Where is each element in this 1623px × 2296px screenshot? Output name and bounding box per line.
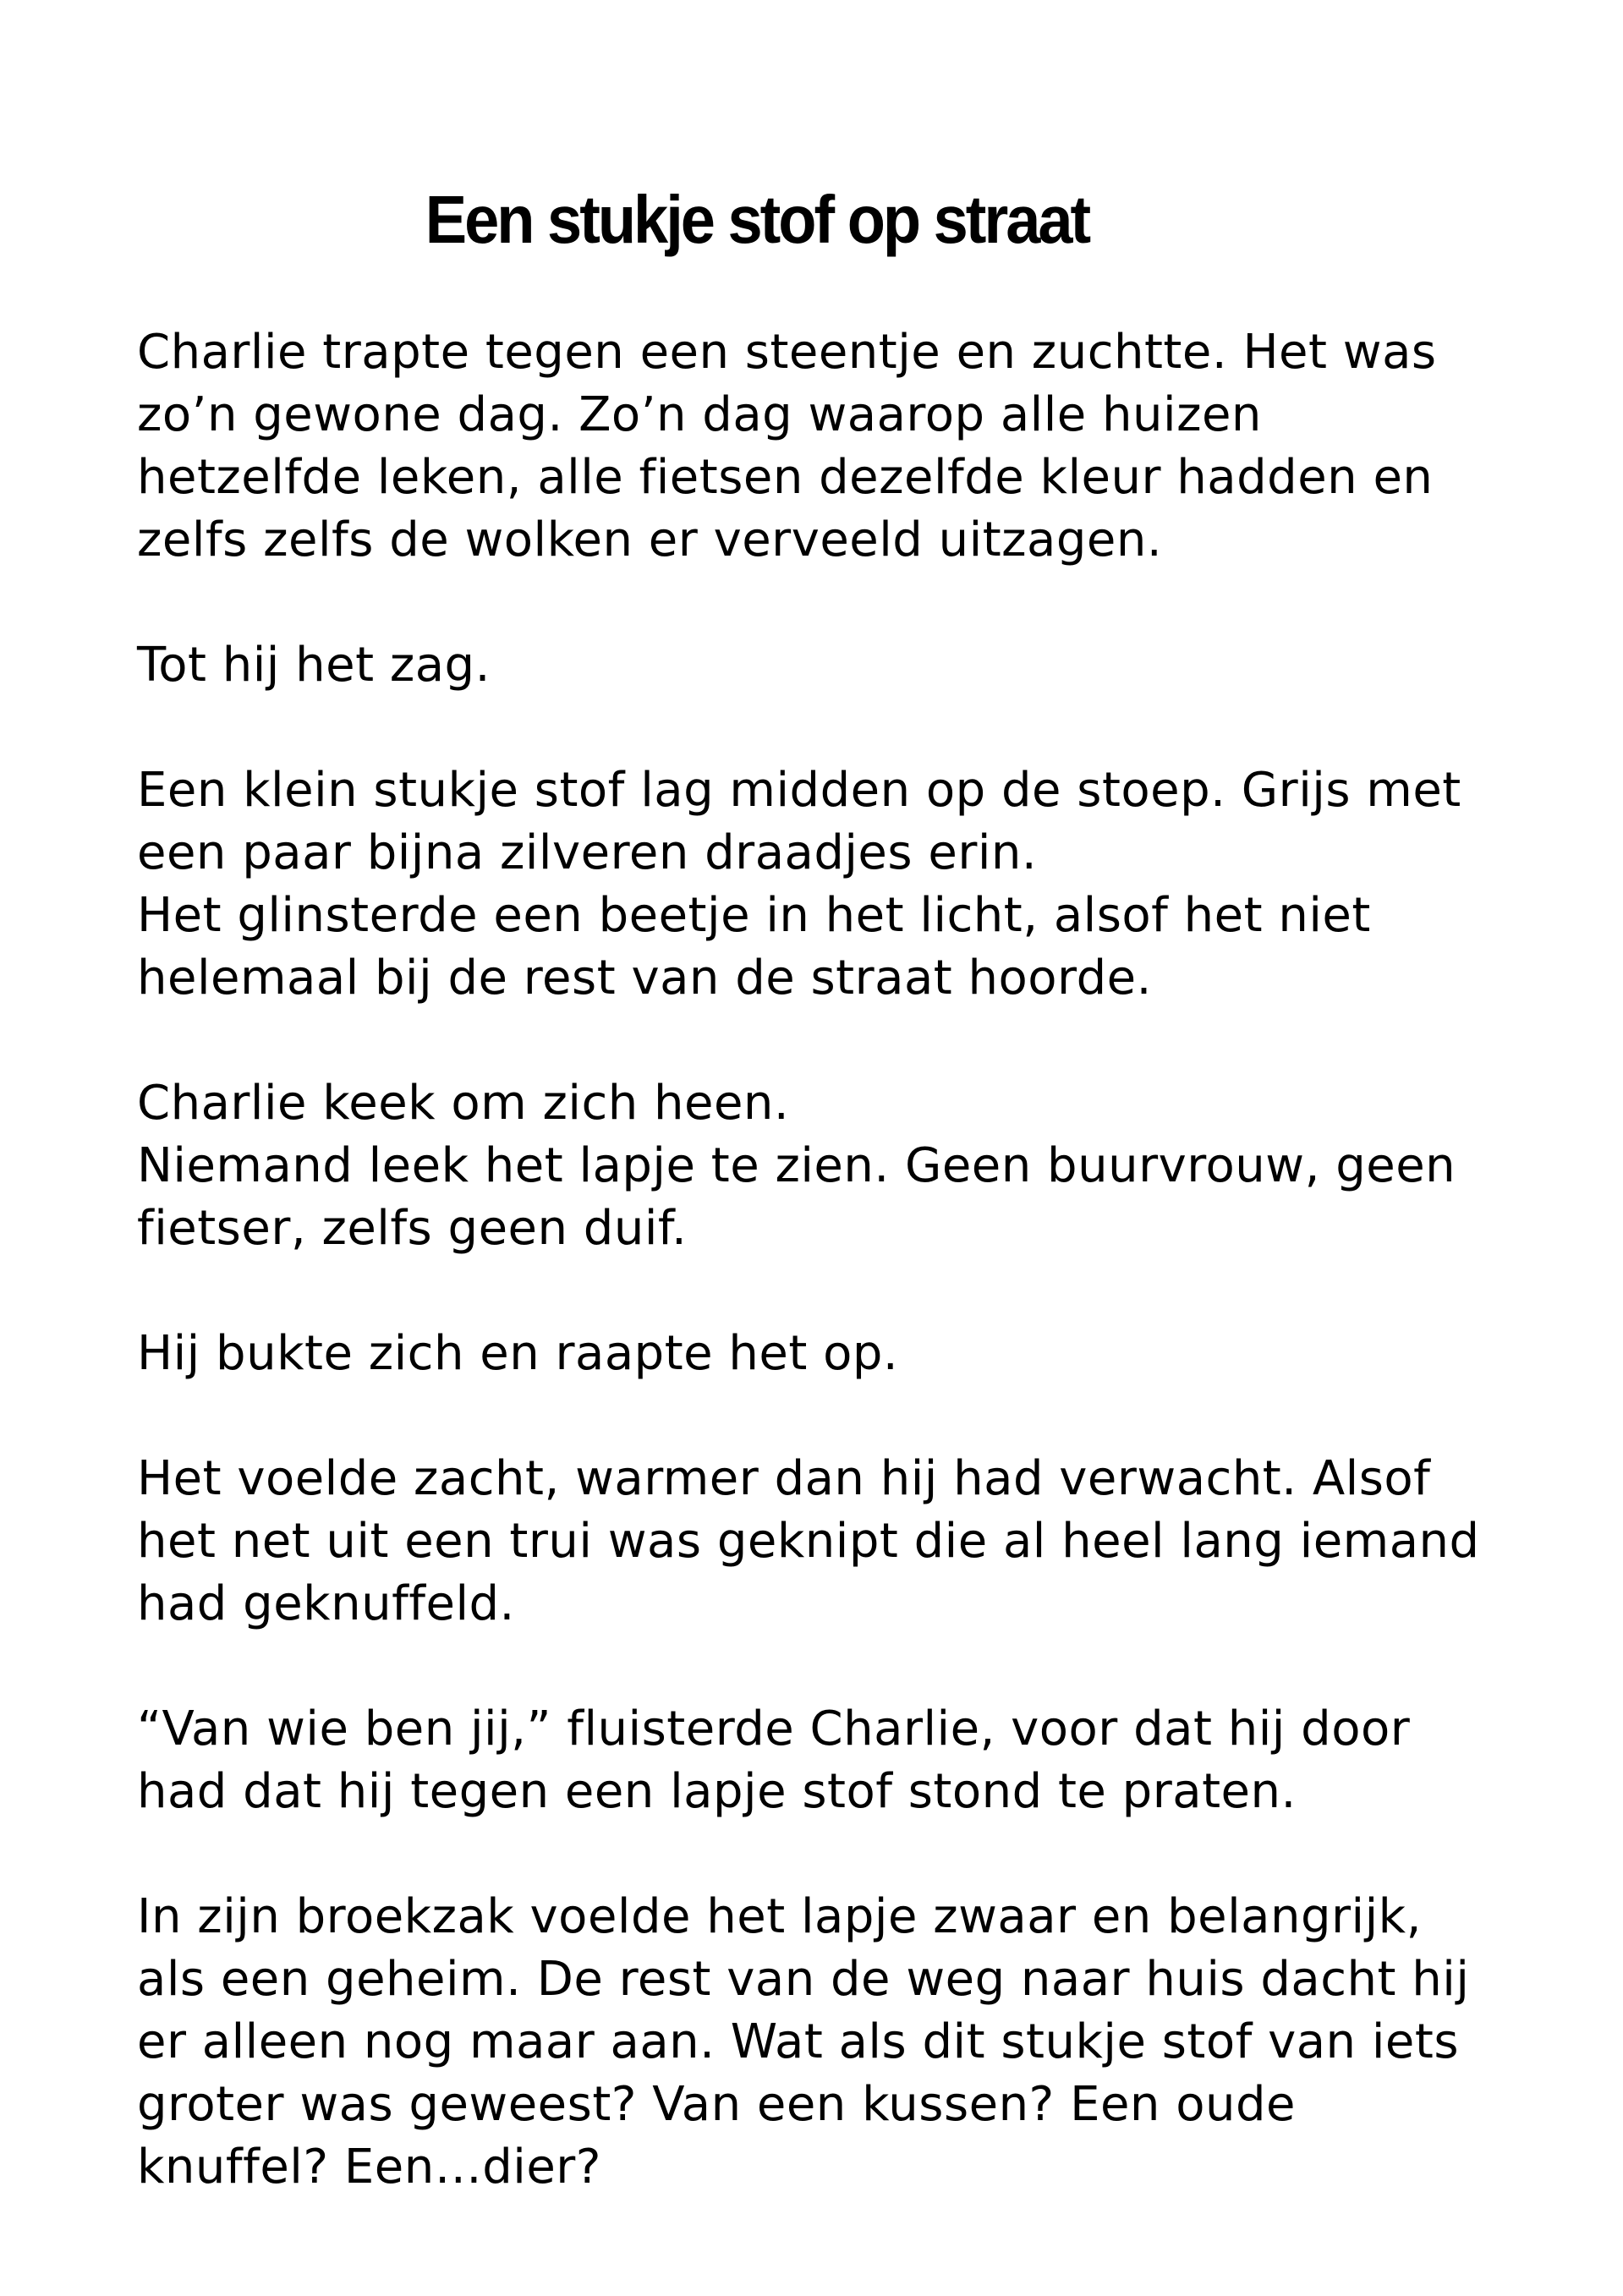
text-line: Het glinsterde een beetje in het licht, alsof het niet [137, 888, 1371, 943]
text-line: fietser, zelfs geen duif. [137, 1201, 688, 1256]
text-line: Tot hij het zag. [137, 638, 491, 693]
text-line: had geknuffeld. [137, 1576, 515, 1631]
page-title: Een stukje stof op straat [425, 181, 1089, 258]
text-line: Hij bukte zich en raapte het op. [137, 1326, 899, 1381]
text-line: Charlie trapte tegen een steentje en zuchtte. Het was [137, 325, 1437, 380]
paragraph-4 [137, 1072, 1524, 1260]
text-line: zelfs zelfs de wolken er verveeld uitzagen. [137, 512, 1163, 567]
text-line: Charlie keek om zich heen. [137, 1076, 790, 1131]
paragraph-8 [137, 1886, 1524, 2199]
text-line: knuffel? Een…dier? [137, 2140, 602, 2195]
text-line: Het voelde zacht, warmer dan hij had verwacht. Alsof [137, 1451, 1431, 1506]
text-line: groter was geweest? Van een kussen? Een oude [137, 2077, 1296, 2132]
text-line: hetzelfde leken, alle fietsen dezelfde kleur hadden en [137, 450, 1434, 505]
text-line: had dat hij tegen een lapje stof stond te praten. [137, 1764, 1297, 1819]
text-line: “Van wie ben jij,” fluisterde Charlie, voor dat hij door [137, 1701, 1411, 1756]
text-line: helemaal bij de rest van de straat hoorde. [137, 951, 1152, 1006]
text-line: In zijn broekzak voelde het lapje zwaar en belangrijk, [137, 1889, 1422, 1944]
text-line: een paar bijna zilveren draadjes erin. [137, 825, 1038, 880]
paragraph-5 [137, 1323, 1524, 1385]
text-line: het net uit een trui was geknipt die al heel lang iemand [137, 1514, 1480, 1569]
paragraph-3 [137, 759, 1524, 1010]
paragraph-1 [137, 321, 1524, 572]
text-line: Niemand leek het lapje te zien. Geen buurvrouw, geen [137, 1138, 1456, 1193]
text-line: Een klein stukje stof lag midden op de stoep. Grijs met [137, 763, 1461, 818]
paragraph-6 [137, 1448, 1524, 1636]
text-line: als een geheim. De rest van de weg naar huis dacht hij [137, 1952, 1470, 2007]
paragraph-2 [137, 634, 1524, 697]
story-body [137, 321, 1524, 2261]
text-line: zo’n gewone dag. Zo’n dag waarop alle huizen [137, 387, 1262, 442]
text-line: er alleen nog maar aan. Wat als dit stukje stof van iets [137, 2014, 1459, 2069]
paragraph-7 [137, 1698, 1524, 1823]
